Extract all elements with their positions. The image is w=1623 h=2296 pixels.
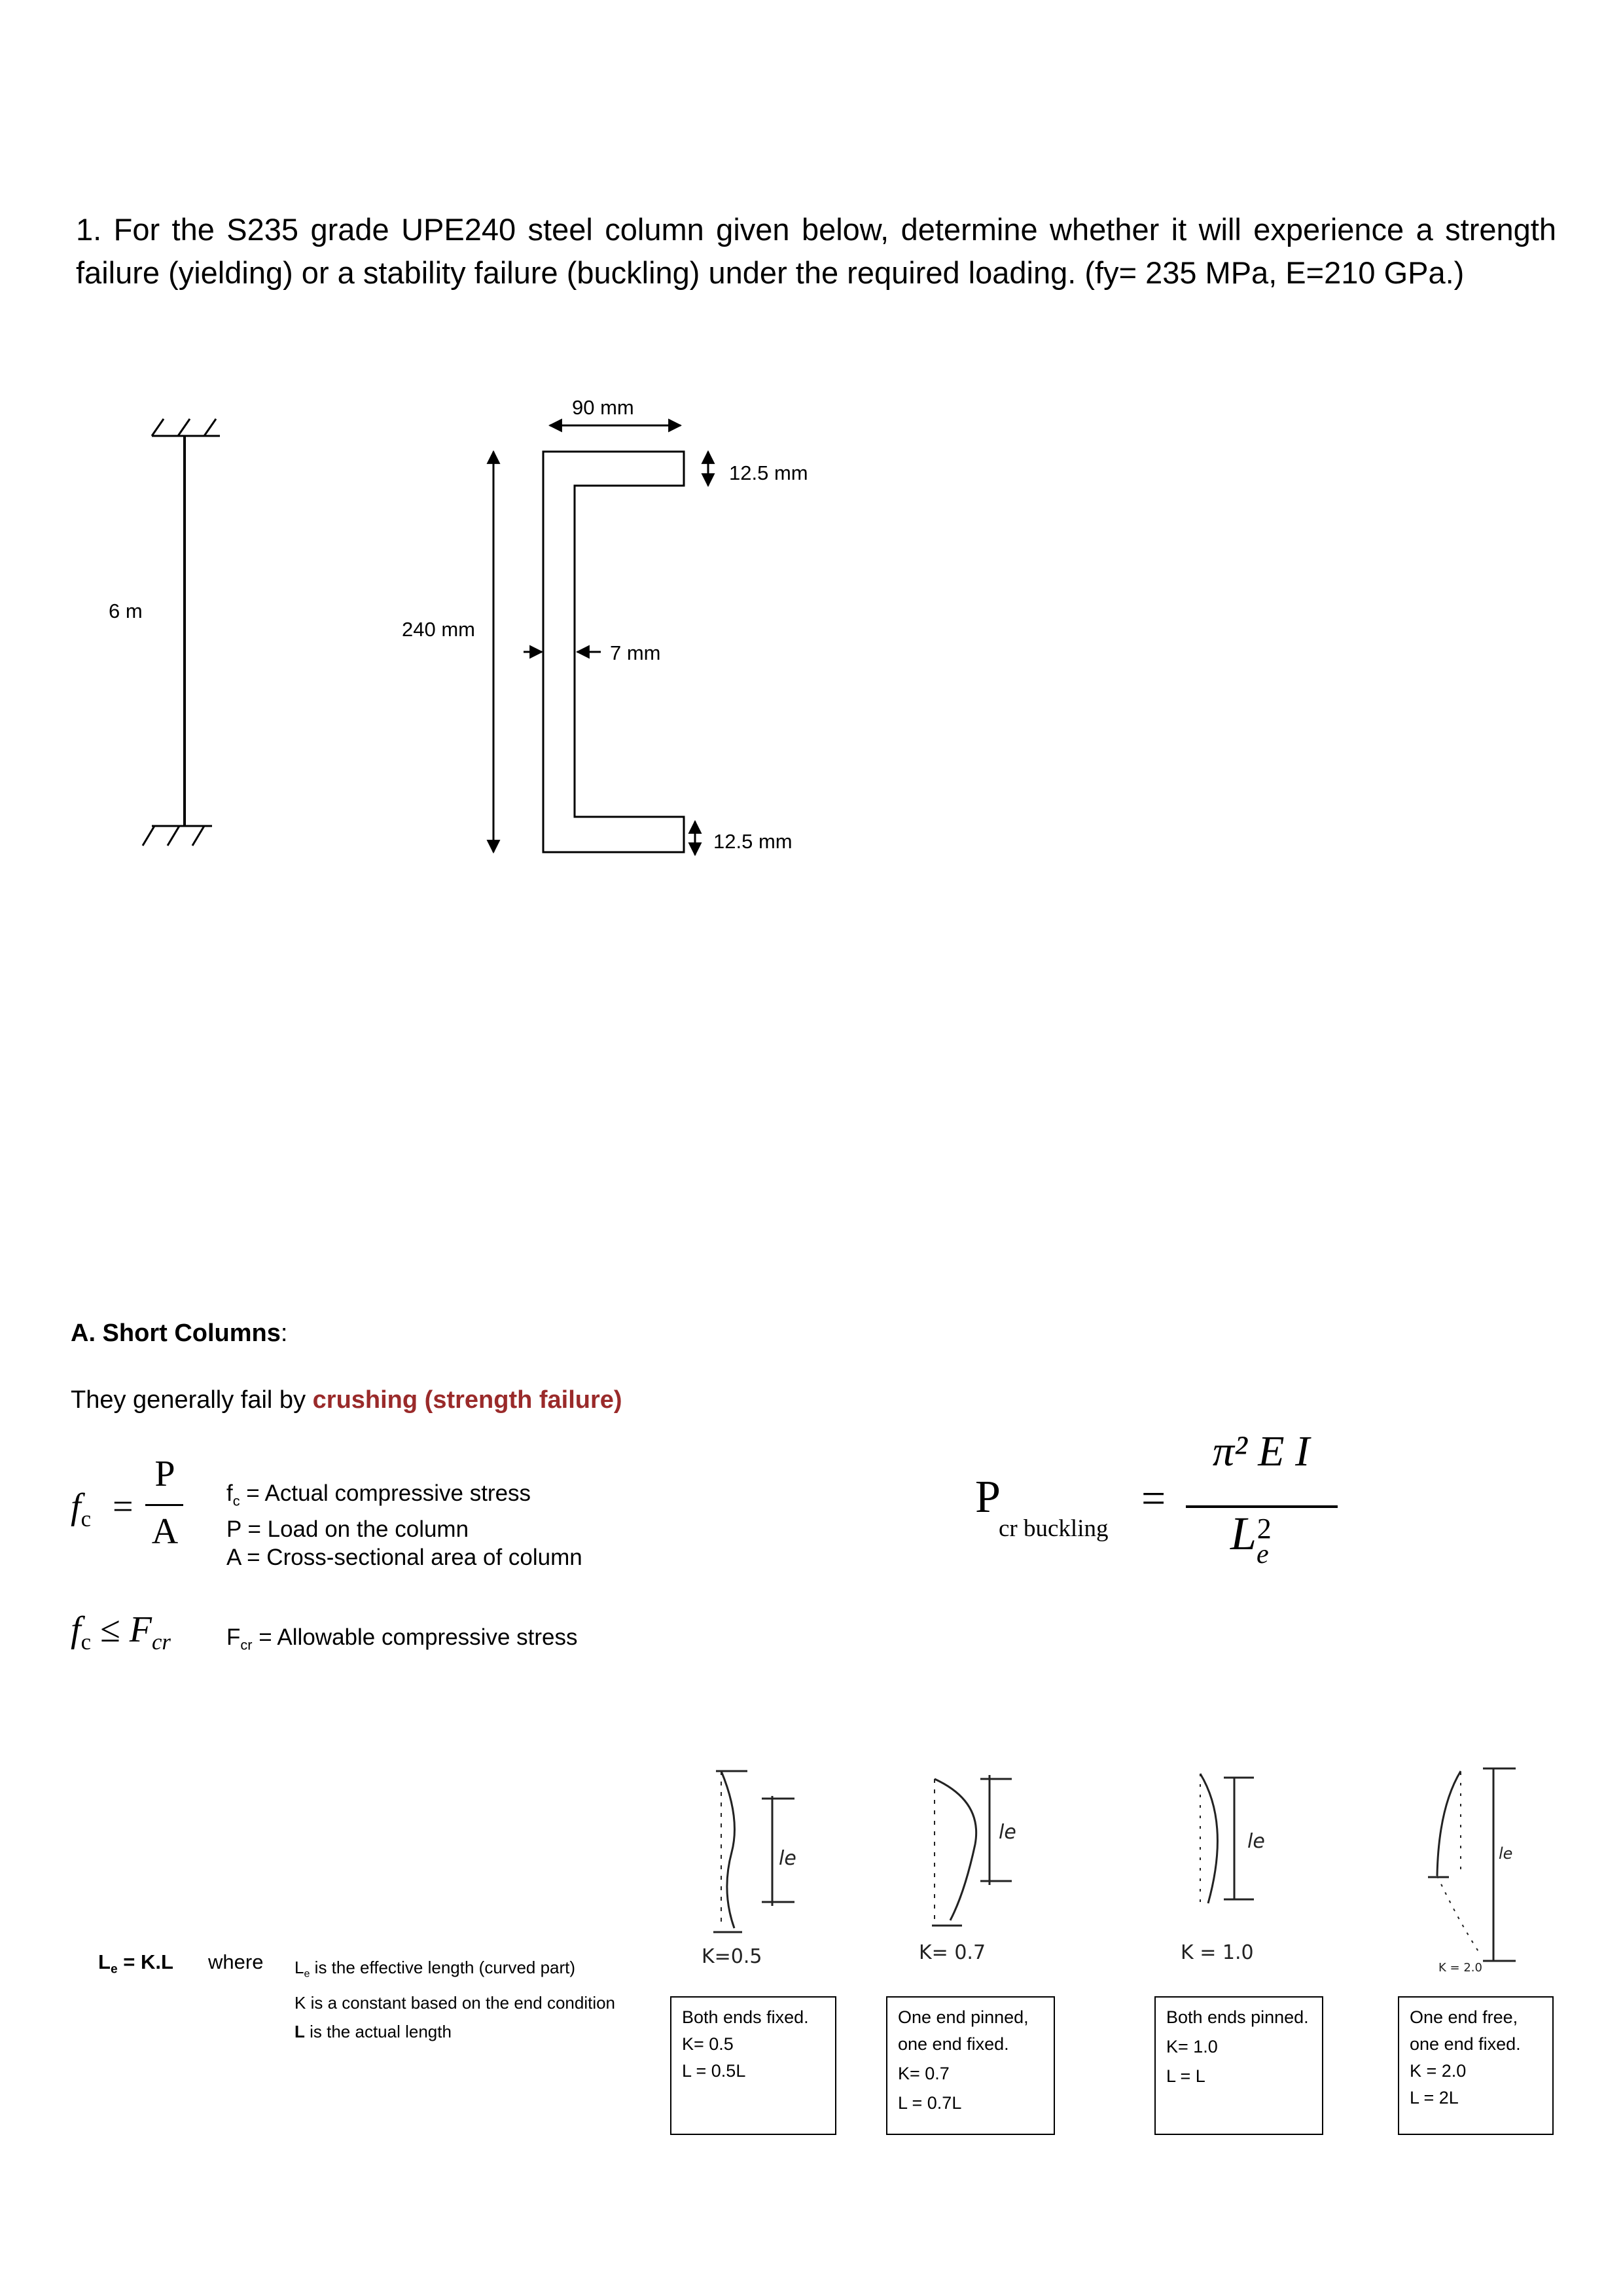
question-text: 1. For the S235 grade UPE240 steel column given below, determine whether it will experience a strength failure (yielding) or a stability failure (buckling) under the required loading. (fy= 235 MPa, E=210 GPa.) <box>76 212 1556 290</box>
k05-label: K=0.5 <box>702 1945 762 1968</box>
width-label: 90 mm <box>572 396 634 419</box>
fcr-definition: $F_{cr}$ = Allowable compressive stress <box>226 1624 578 1653</box>
k07-label: K= 0.7 <box>919 1941 986 1964</box>
fc-symbol: $f_c$ <box>71 1486 91 1532</box>
failure-highlight: crushing (strength failure) <box>312 1386 622 1414</box>
k10-le-label: le <box>1247 1830 1265 1853</box>
case-le-0: L = 0.5L <box>682 2061 746 2081</box>
fc-numerator: P <box>154 1454 175 1494</box>
case-box-both-fixed: Both ends fixed. K= 0.5 L = 0.5L <box>670 1996 836 2135</box>
pcr-symbol: P <box>975 1472 1001 1522</box>
sketch-k20 <box>1428 1768 1516 1961</box>
pcr-equals: = <box>1141 1475 1166 1522</box>
k20-le-label: le <box>1499 1844 1513 1863</box>
case-box-pinned-fixed: One end pinned, one end fixed. K= 0.7 L = 0.7L <box>886 1996 1055 2135</box>
definition-fc: $f_c$ = Actual compressive stress <box>226 1480 531 1509</box>
fc-denominator: A <box>151 1511 179 1552</box>
case-box-free-fixed: One end free, one end fixed. K = 2.0 L = 2L <box>1398 1996 1554 2135</box>
web-label: 7 mm <box>610 641 661 664</box>
pcr-denominator: $L_e^2$ <box>1230 1507 1272 1570</box>
fc-inequality: $f_c \le F_{cr}$ <box>71 1609 171 1655</box>
def-le: $L_e$ is the effective length (curved part) <box>294 1958 576 1980</box>
flange-top-label: 12.5 mm <box>729 461 808 484</box>
definition-p: P = Load on the column <box>226 1516 469 1542</box>
k05-le-label: le <box>779 1847 796 1870</box>
sketch-k10 <box>1200 1774 1254 1903</box>
k10-label: K = 1.0 <box>1181 1941 1254 1964</box>
height-label: 240 mm <box>402 618 475 641</box>
where-label: where <box>208 1950 264 1973</box>
case-box-both-pinned: Both ends pinned. K= 1.0 L = L <box>1154 1996 1323 2135</box>
flange-bottom-label: 12.5 mm <box>713 830 793 853</box>
fc-equals: = <box>113 1486 134 1527</box>
failure-intro: They generally fail by crushing (strength failure) <box>71 1386 622 1414</box>
k07-le-label: le <box>999 1821 1016 1844</box>
pcr-subscript: cr buckling <box>999 1515 1109 1542</box>
def-l: L is the actual length <box>294 2021 452 2041</box>
effective-length-formula: $L_e = K.L$ <box>98 1950 173 1977</box>
def-k: K is a constant based on the end condition <box>294 1992 616 2013</box>
k20-label: K = 2.0 <box>1438 1961 1482 1975</box>
section-title: A. Short Columns: <box>71 1319 288 1347</box>
sketch-k07 <box>932 1775 1012 1926</box>
pcr-numerator: π² E I <box>1212 1427 1310 1475</box>
column-length-label: 6 m <box>109 600 143 622</box>
definition-a: A = Cross-sectional area of column <box>226 1544 582 1570</box>
